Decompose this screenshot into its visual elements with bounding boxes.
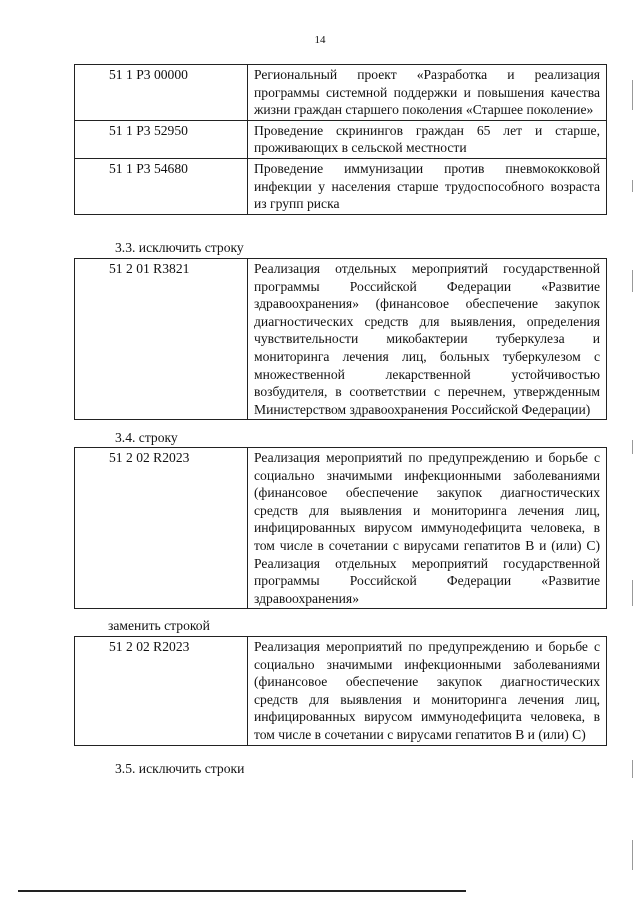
section-3-5-label: 3.5. исключить строки [115, 761, 245, 776]
section-3-4-label: 3.4. строку [115, 430, 178, 445]
code-cell: 51 2 01 R3821 [75, 259, 248, 420]
description-cell: Региональный проект «Разработка и реализация программы системной поддержки и повышения качества жизни граждан старшего поколения «Старшее поколение» [248, 65, 607, 121]
budget-code-table-replacement [74, 636, 607, 746]
code-cell: 51 2 02 R2023 [75, 637, 248, 746]
description-cell: Проведение скринингов граждан 65 лет и старше, проживающих в сельской местности [248, 120, 607, 158]
page-number: 14 [314, 34, 326, 46]
description-cell: Реализация мероприятий по предупреждению и борьбе с социально значимыми инфекционными заболеваниями (финансовое обеспечение закупок диагностических средств для выявления и мониторинга лечения лиц, инфицированных вирусом иммунодефицита человека, в том числе в сочетании с вирусами гепатитов В и (или) С) Реализация отдельных мероприятий государственной программы Российской Федерации «Развитие здравоохранения» [248, 448, 607, 609]
table-row [75, 448, 607, 609]
code-cell: 51 1 P3 54680 [75, 158, 248, 214]
section-3-3-label: 3.3. исключить строку [115, 240, 244, 255]
table-row [75, 637, 607, 746]
bottom-rule [18, 890, 466, 892]
table-row [75, 158, 607, 214]
budget-code-table-3-4 [74, 447, 607, 609]
description-cell: Реализация мероприятий по предупреждению и борьбе с социально значимыми инфекционными заболеваниями (финансовое обеспечение закупок диагностических средств для выявления и мониторинга лечения лиц, инфицированных вирусом иммунодефицита человека, в том числе в сочетании с вирусами гепатитов В и (или) С) [248, 637, 607, 746]
code-cell: 51 1 P3 52950 [75, 120, 248, 158]
budget-code-table-3-3 [74, 258, 607, 420]
scan-margin-marks [632, 60, 634, 880]
replace-with-label: заменить строкой [108, 618, 210, 633]
table-row [75, 259, 607, 420]
code-cell: 51 1 P3 00000 [75, 65, 248, 121]
code-cell: 51 2 02 R2023 [75, 448, 248, 609]
table-row [75, 65, 607, 121]
description-cell: Реализация отдельных мероприятий государственной программы Российской Федерации «Развитие здравоохранения» (финансовое обеспечение закупок диагностических средств для выявления, определения чувствительности микобактерии туберкулеза и мониторинга лечения лиц, больных туберкулезом с множественной лекарственной устойчивостью возбудителя, в соответствии с перечнем, утвержденным Министерством здравоохранения Российской Федерации) [248, 259, 607, 420]
budget-code-table-1 [74, 64, 607, 215]
description-cell: Проведение иммунизации против пневмококковой инфекции у населения старше трудоспособного возраста из групп риска [248, 158, 607, 214]
table-row [75, 120, 607, 158]
